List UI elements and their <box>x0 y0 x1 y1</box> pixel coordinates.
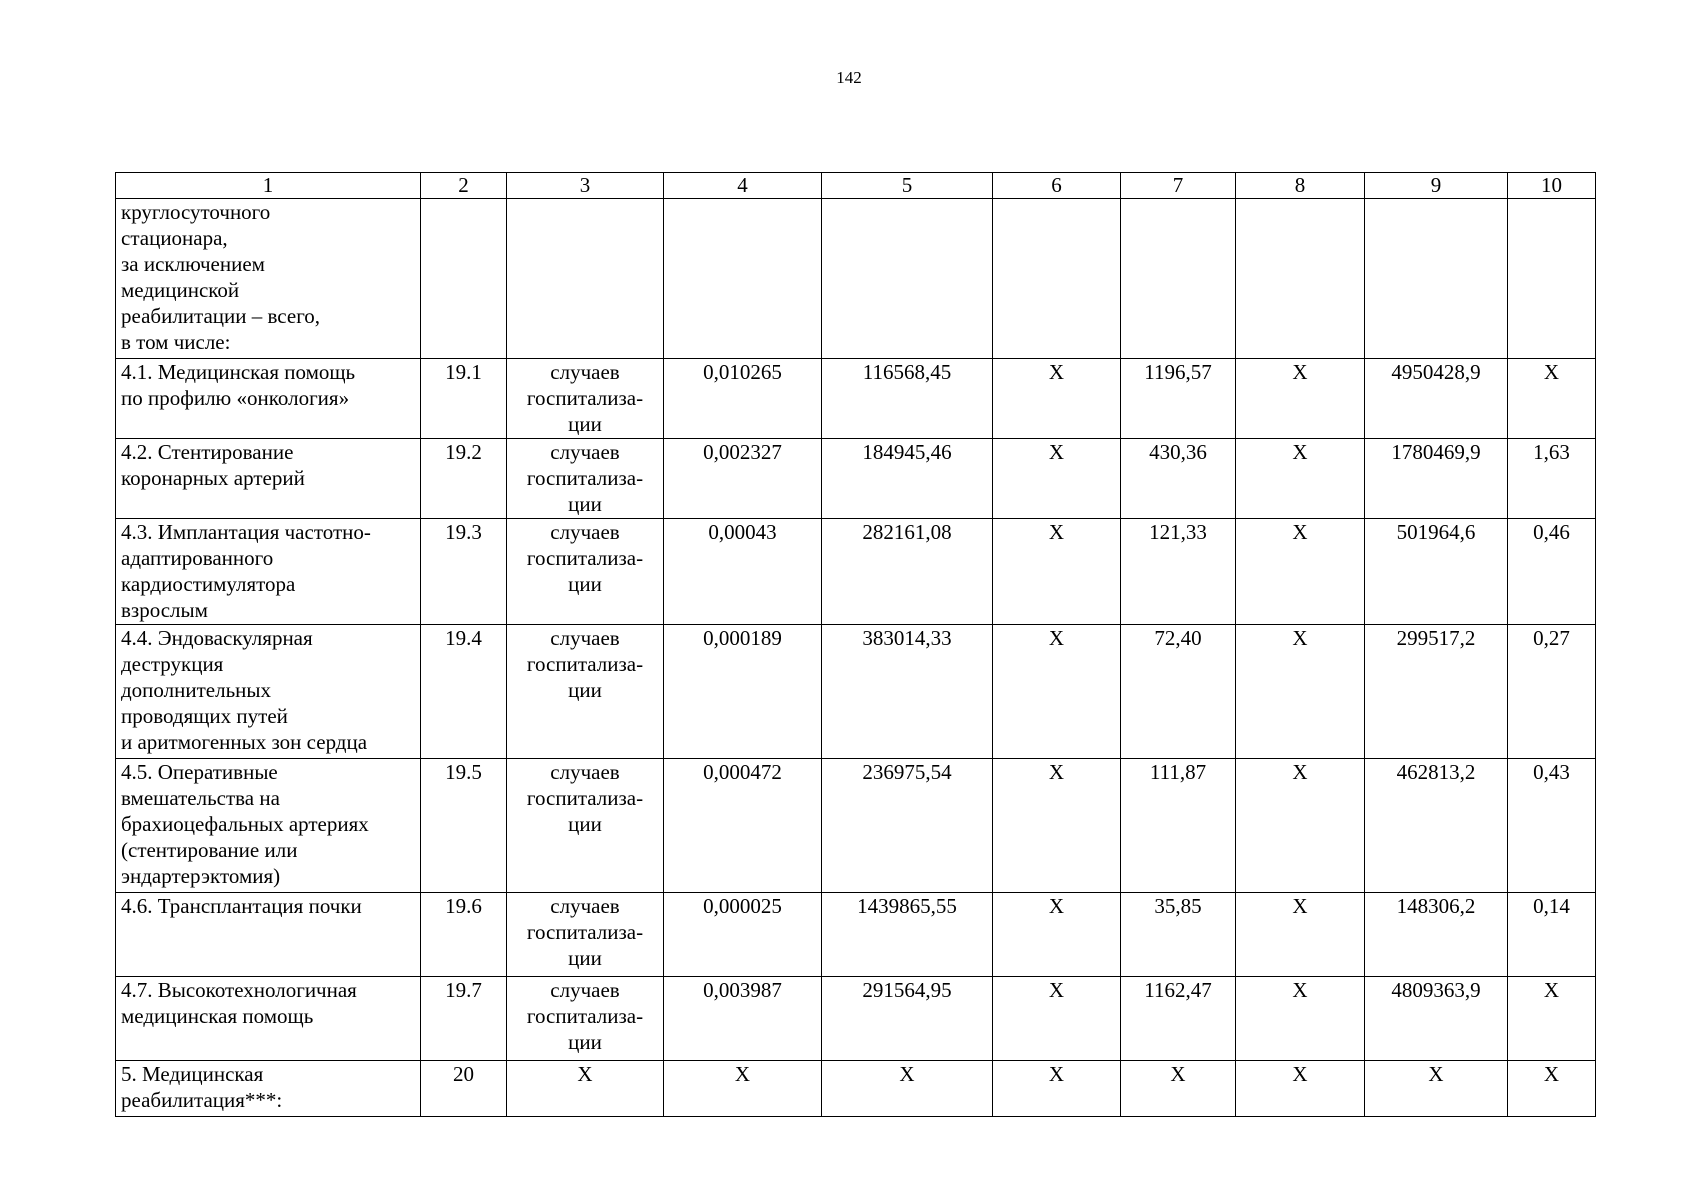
row-value-cell-c6: X <box>993 1061 1121 1117</box>
row-name-line: деструкция <box>121 652 224 676</box>
row-value-cell-c4: X <box>664 1061 822 1117</box>
row-name-line: реабилитация***: <box>121 1088 283 1112</box>
row-unit-cell <box>507 625 664 759</box>
row-value-cell-c6: X <box>993 519 1121 625</box>
row-unit-line: случаев <box>550 978 620 1002</box>
row-name-line: 4.1. Медицинская помощь <box>121 360 356 384</box>
row-unit-cell <box>507 893 664 977</box>
row-value-cell-c4: 0,010265 <box>664 359 822 439</box>
table-row <box>116 1061 1596 1117</box>
row-unit-line: ции <box>568 492 602 516</box>
row-code-cell <box>421 199 507 359</box>
row-value-cell-c6: X <box>993 359 1121 439</box>
row-value-cell-c8: X <box>1236 977 1365 1061</box>
row-name-line: проводящих путей <box>121 704 288 728</box>
row-value-cell-c6: X <box>993 893 1121 977</box>
row-unit-cell <box>507 439 664 519</box>
row-unit-cell <box>507 977 664 1061</box>
row-name-line: коронарных артерий <box>121 466 305 490</box>
row-name-line: (стентирование или <box>121 838 298 862</box>
row-value-cell-c4: 0,003987 <box>664 977 822 1061</box>
row-value-cell-c10: X <box>1508 359 1596 439</box>
row-value-cell-c5: 116568,45 <box>822 359 993 439</box>
row-value-cell-c8 <box>1236 199 1365 359</box>
row-value-cell-c4: 0,002327 <box>664 439 822 519</box>
row-value-cell-c9: 4809363,9 <box>1365 977 1508 1061</box>
row-name-cell <box>116 759 421 893</box>
row-name-line: 4.6. Трансплантация почки <box>121 894 362 918</box>
column-header: 4 <box>664 173 822 199</box>
row-value-cell-c6: X <box>993 439 1121 519</box>
row-unit-cell <box>507 359 664 439</box>
row-value-cell-c7: 35,85 <box>1121 893 1236 977</box>
row-unit-line: случаев <box>550 520 620 544</box>
row-unit-line: случаев <box>550 760 620 784</box>
row-code-cell: 19.5 <box>421 759 507 893</box>
row-unit-line: случаев <box>550 360 620 384</box>
table-row <box>116 519 1596 625</box>
row-value-cell-c9: 462813,2 <box>1365 759 1508 893</box>
row-unit-cell <box>507 199 664 359</box>
row-name-line: 4.4. Эндоваскулярная <box>121 626 313 650</box>
row-name-cell <box>116 519 421 625</box>
row-value-cell-c7: 1162,47 <box>1121 977 1236 1061</box>
row-unit-line: случаев <box>550 626 620 650</box>
row-value-cell-c9: 148306,2 <box>1365 893 1508 977</box>
row-value-cell-c10: 0,14 <box>1508 893 1596 977</box>
row-unit-line: госпитализа- <box>526 652 644 676</box>
row-value-cell-c8: X <box>1236 359 1365 439</box>
row-value-cell-c8: X <box>1236 519 1365 625</box>
row-unit-line: ции <box>568 946 602 970</box>
row-value-cell-c4: 0,000189 <box>664 625 822 759</box>
row-name-line: медицинской <box>121 278 240 302</box>
table-row <box>116 759 1596 893</box>
row-name-line: в том числе: <box>121 330 231 354</box>
column-header: 7 <box>1121 173 1236 199</box>
row-value-cell-c6: X <box>993 625 1121 759</box>
row-name-line: 4.7. Высокотехнологичная <box>121 978 357 1002</box>
row-value-cell-c6: X <box>993 977 1121 1061</box>
row-name-line: 4.2. Стентирование <box>121 440 294 464</box>
row-name-cell <box>116 199 421 359</box>
table-row <box>116 977 1596 1061</box>
row-value-cell-c10: 0,27 <box>1508 625 1596 759</box>
row-value-cell-c7: 430,36 <box>1121 439 1236 519</box>
table-row <box>116 199 1596 359</box>
row-name-line: 4.3. Имплантация частотно- <box>121 520 371 544</box>
row-name-line: брахиоцефальных артериях <box>121 812 369 836</box>
row-name-line: кардиостимулятора <box>121 572 296 596</box>
row-name-cell <box>116 625 421 759</box>
table-row <box>116 439 1596 519</box>
row-value-cell-c10: 0,46 <box>1508 519 1596 625</box>
data-table <box>115 172 1596 1117</box>
column-header: 10 <box>1508 173 1596 199</box>
row-code-cell: 19.2 <box>421 439 507 519</box>
row-value-cell-c4: 0,00043 <box>664 519 822 625</box>
row-value-cell-c5: 236975,54 <box>822 759 993 893</box>
row-name-cell <box>116 893 421 977</box>
row-value-cell-c8: X <box>1236 759 1365 893</box>
row-unit-line: ции <box>568 572 602 596</box>
row-name-line: взрослым <box>121 598 208 622</box>
row-name-line: за исключением <box>121 252 265 276</box>
row-code-cell: 19.3 <box>421 519 507 625</box>
row-value-cell-c8: X <box>1236 1061 1365 1117</box>
row-name-line: 4.5. Оперативные <box>121 760 278 784</box>
row-value-cell-c5: X <box>822 1061 993 1117</box>
table-row <box>116 359 1596 439</box>
row-unit-line: случаев <box>550 440 620 464</box>
row-value-cell-c10: X <box>1508 977 1596 1061</box>
row-name-line: и аритмогенных зон сердца <box>121 730 368 754</box>
table-row <box>116 893 1596 977</box>
row-name-line: 5. Медицинская <box>121 1062 264 1086</box>
row-unit-line: X <box>577 1062 593 1086</box>
row-value-cell-c8: X <box>1236 625 1365 759</box>
row-value-cell-c7: 1196,57 <box>1121 359 1236 439</box>
row-unit-cell <box>507 519 664 625</box>
row-name-line: по профилю «онкология» <box>121 386 350 410</box>
row-value-cell-c10: 0,43 <box>1508 759 1596 893</box>
row-value-cell-c4: 0,000472 <box>664 759 822 893</box>
row-unit-cell <box>507 1061 664 1117</box>
row-value-cell-c5: 1439865,55 <box>822 893 993 977</box>
row-value-cell-c5 <box>822 199 993 359</box>
row-value-cell-c6: X <box>993 759 1121 893</box>
row-value-cell-c7 <box>1121 199 1236 359</box>
row-name-line: круглосуточного <box>121 200 271 224</box>
row-value-cell-c8: X <box>1236 439 1365 519</box>
row-unit-line: госпитализа- <box>526 466 644 490</box>
row-unit-line: госпитализа- <box>526 386 644 410</box>
row-name-line: эндартерэктомия) <box>121 864 281 888</box>
row-unit-line: госпитализа- <box>526 786 644 810</box>
table-row <box>116 625 1596 759</box>
row-value-cell-c7: 72,40 <box>1121 625 1236 759</box>
row-name-line: медицинская помощь <box>121 1004 314 1028</box>
row-value-cell-c5: 291564,95 <box>822 977 993 1061</box>
row-value-cell-c5: 184945,46 <box>822 439 993 519</box>
row-value-cell-c10: X <box>1508 1061 1596 1117</box>
row-unit-line: госпитализа- <box>526 920 644 944</box>
row-name-cell <box>116 977 421 1061</box>
row-name-cell <box>116 439 421 519</box>
column-header: 8 <box>1236 173 1365 199</box>
row-value-cell-c9: 4950428,9 <box>1365 359 1508 439</box>
row-unit-line: госпитализа- <box>526 1004 644 1028</box>
row-unit-cell <box>507 759 664 893</box>
header-row <box>116 173 1596 199</box>
row-value-cell-c4 <box>664 199 822 359</box>
row-value-cell-c5: 282161,08 <box>822 519 993 625</box>
row-name-line: вмешательства на <box>121 786 280 810</box>
row-unit-line: случаев <box>550 894 620 918</box>
row-unit-line: ции <box>568 1030 602 1054</box>
row-value-cell-c10 <box>1508 199 1596 359</box>
column-header: 3 <box>507 173 664 199</box>
row-value-cell-c9: X <box>1365 1061 1508 1117</box>
column-header: 5 <box>822 173 993 199</box>
row-value-cell-c10: 1,63 <box>1508 439 1596 519</box>
row-value-cell-c7: 111,87 <box>1121 759 1236 893</box>
page-number: 142 <box>836 68 862 87</box>
row-name-line: адаптированного <box>121 546 274 570</box>
row-name-cell <box>116 1061 421 1117</box>
row-code-cell: 19.1 <box>421 359 507 439</box>
row-value-cell-c9: 1780469,9 <box>1365 439 1508 519</box>
row-value-cell-c7: X <box>1121 1061 1236 1117</box>
row-name-cell <box>116 359 421 439</box>
row-value-cell-c9: 501964,6 <box>1365 519 1508 625</box>
row-value-cell-c8: X <box>1236 893 1365 977</box>
column-header: 2 <box>421 173 507 199</box>
row-code-cell: 19.6 <box>421 893 507 977</box>
row-code-cell: 20 <box>421 1061 507 1117</box>
column-header: 1 <box>116 173 421 199</box>
row-code-cell: 19.4 <box>421 625 507 759</box>
column-header: 6 <box>993 173 1121 199</box>
row-value-cell-c6 <box>993 199 1121 359</box>
row-unit-line: ции <box>568 412 602 436</box>
row-value-cell-c7: 121,33 <box>1121 519 1236 625</box>
row-name-line: стационара, <box>121 226 228 250</box>
row-unit-line: госпитализа- <box>526 546 644 570</box>
row-name-line: дополнительных <box>121 678 272 702</box>
row-value-cell-c5: 383014,33 <box>822 625 993 759</box>
row-value-cell-c4: 0,000025 <box>664 893 822 977</box>
row-unit-line: ции <box>568 678 602 702</box>
row-value-cell-c9 <box>1365 199 1508 359</box>
row-name-line: реабилитации – всего, <box>121 304 321 328</box>
row-unit-line: ции <box>568 812 602 836</box>
row-value-cell-c9: 299517,2 <box>1365 625 1508 759</box>
row-code-cell: 19.7 <box>421 977 507 1061</box>
column-header: 9 <box>1365 173 1508 199</box>
